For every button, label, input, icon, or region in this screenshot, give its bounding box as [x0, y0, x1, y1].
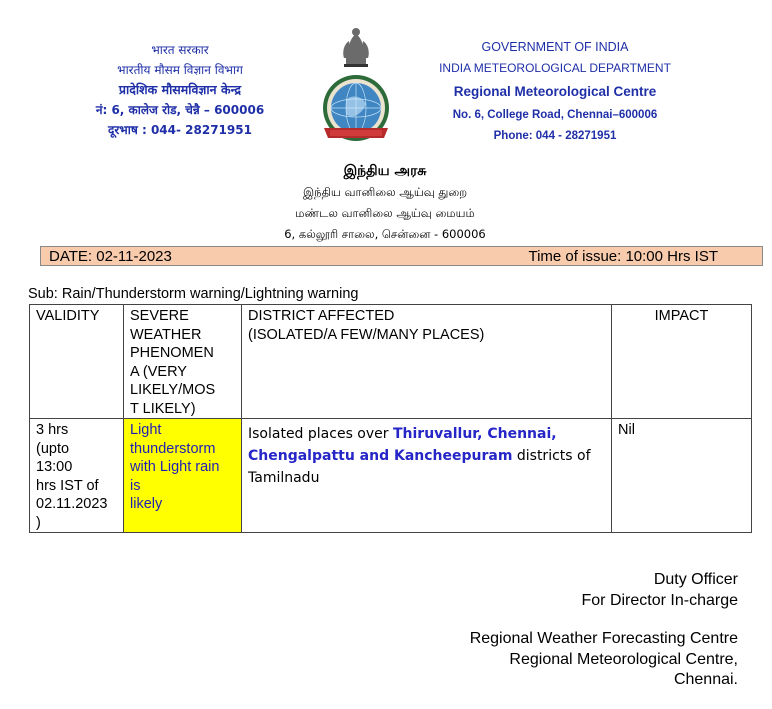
tamil-header — [240, 160, 530, 245]
header-district: DISTRICT AFFECTED (ISOLATED/A FEW/MANY PLACES) — [242, 305, 612, 419]
header-phenomena: SEVERE WEATHER PHENOMEN A (VERY LIKELY/MOS T LIKELY) — [124, 305, 242, 419]
hindi-phone: दूरभाष : 044- 28271951 — [108, 123, 252, 137]
issue-time: Time of issue: 10:00 Hrs IST — [528, 248, 718, 265]
header-validity: VALIDITY — [30, 305, 124, 419]
rmc-title: Regional Meteorological Centre — [453, 84, 657, 99]
district-names-2: Chengalpattu and Kancheepuram — [248, 448, 513, 464]
cell-impact: Nil — [612, 419, 752, 533]
hindi-line-3: प्रादेशिक मौसमविज्ञान केन्द्र — [118, 82, 242, 97]
hindi-address: नं: 6, कालेज रोड, चेन्नै – 600006 — [95, 103, 265, 117]
english-header — [420, 37, 690, 146]
date-bar — [40, 246, 763, 266]
tamil-line-1: இந்திய அரசு — [343, 163, 427, 179]
english-address: No. 6, College Road, Chennai–600006 — [452, 109, 658, 121]
signature-office: Regional Weather Forecasting Centre Regional Meteorological Centre, Chennai. — [469, 630, 738, 688]
cell-district: Isolated places over Thiruvallur, Chennai, Chengalpattu and Kancheepuram districts of Tamilnadu — [242, 419, 612, 533]
hindi-header — [80, 40, 280, 140]
english-phone: Phone: 044 - 28271951 — [493, 130, 617, 142]
govt-of-india-label: GOVERNMENT OF INDIA — [481, 40, 629, 54]
cell-phenomena: Light thunderstorm with Light rain is likely — [124, 419, 242, 533]
table-header-row — [30, 305, 752, 419]
subject-line: Sub: Rain/Thunderstorm warning/Lightning warning — [28, 286, 359, 302]
tamil-line-3: மண்டல வானிலை ஆய்வு மையம் — [295, 206, 475, 220]
signature-officer: Duty Officer For Director In-charge — [581, 571, 738, 609]
header-impact: IMPACT — [612, 305, 752, 419]
tamil-address: 6, கல்லூரி சாலை, சென்னை - 600006 — [284, 227, 486, 241]
imd-emblem-icon — [316, 24, 396, 148]
hindi-line-1: भारत सरकार — [151, 43, 209, 57]
cell-validity: 3 hrs (upto 13:00 hrs IST of 02.11.2023 ) — [30, 419, 124, 533]
issue-date: DATE: 02-11-2023 — [49, 248, 172, 265]
district-names: Thiruvallur, Chennai, — [392, 426, 557, 442]
warning-table — [29, 304, 752, 533]
imd-label: INDIA METEOROLOGICAL DEPARTMENT — [439, 61, 671, 75]
tamil-line-2: இந்திய வானிலை ஆய்வு துறை — [302, 185, 468, 199]
hindi-line-2: भारतीय मौसम विज्ञान विभाग — [117, 63, 243, 77]
table-row — [30, 419, 752, 533]
